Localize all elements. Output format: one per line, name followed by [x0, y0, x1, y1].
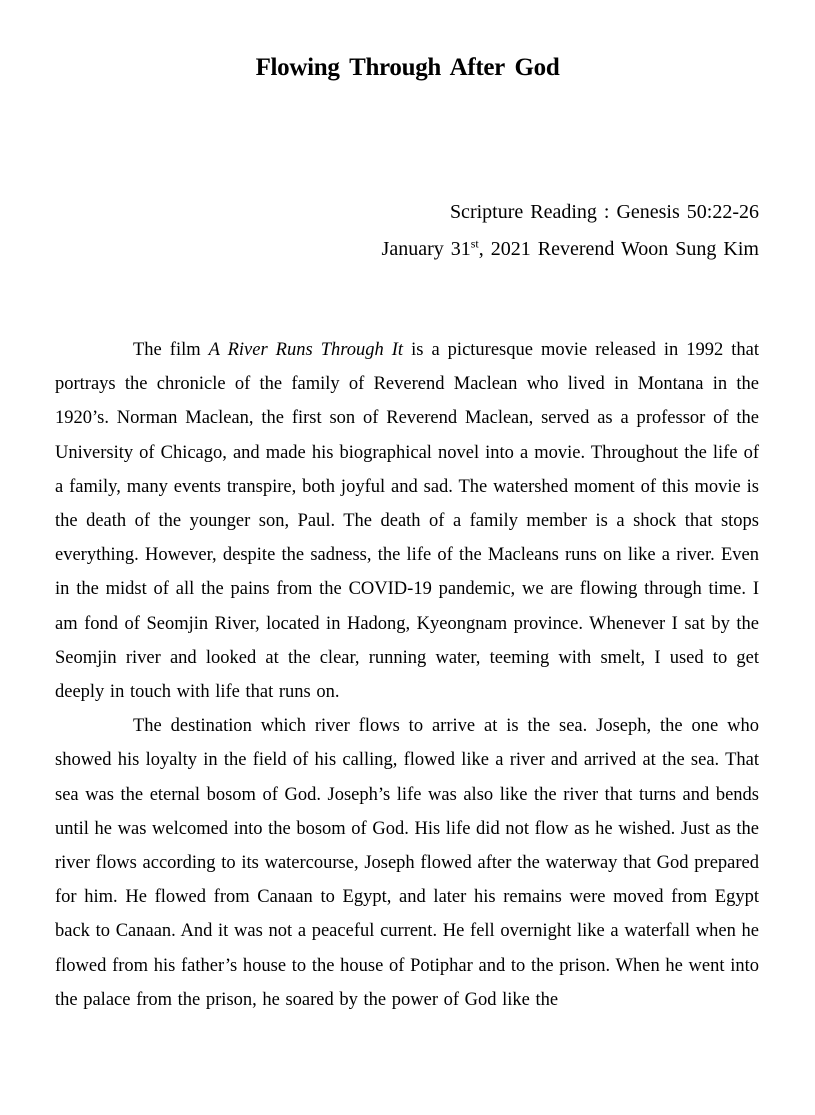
film-title: A River Runs Through It [208, 340, 404, 360]
date-month-day: January 31 [381, 238, 471, 260]
paragraph-1-intro: The film [133, 340, 209, 360]
document-title: Flowing Through After God [255, 54, 560, 81]
sermon-date-author [382, 231, 759, 268]
paragraph-1-text: is a picturesque movie released in 1992 that portrays the chronicle of the family of Reverend Maclean who lived in Montana in the 1920’s. Norman Maclean, the first son of Reverend Maclean, served as a professor of the University of Chicago, and made his biographical novel into a movie. Throughout the life of a family, many events transpire, both joyful and sad. The watershed moment of this movie is the death of the younger son, Paul. The death of a family member is a shock that stops everything. However, despite the sadness, the life of the Macleans runs on like a river. Even in the midst of all the pains from the COVID-19 pandemic, we are flowing through time. I am fond of Seomjin River, located in Hadong, Kyeongnam province. Whenever I sat by the Seomjin river and looked at the clear, running water, teeming with smelt, I used to get deeply in touch with life that runs on. [55, 340, 759, 703]
date-ordinal-suffix: st [470, 236, 479, 251]
sermon-meta [382, 194, 759, 268]
paragraph-1 [55, 333, 759, 709]
date-year-author: , 2021 Reverend Woon Sung Kim [478, 238, 759, 260]
sermon-body [55, 333, 759, 1017]
paragraph-2: The destination which river flows to arrive at is the sea. Joseph, the one who showed his loyalty in the field of his calling, flowed like a river and arrived at the sea. That sea was the eternal bosom of God. Joseph’s life was also like the river that turns and bends until he was welcomed into the bosom of God. His life did not flow as he wished. Just as the river flows according to its watercourse, Joseph flowed after the waterway that God prepared for him. He flowed from Canaan to Egypt, and later his remains were moved from Egypt back to Canaan. And it was not a peaceful current. He fell overnight like a waterfall when he flowed from his father’s house to the house of Potiphar and to the prison. When he went into the palace from the prison, he soared by the power of God like the [55, 716, 759, 1010]
scripture-reading: Scripture Reading : Genesis 50:22-26 [449, 201, 759, 223]
